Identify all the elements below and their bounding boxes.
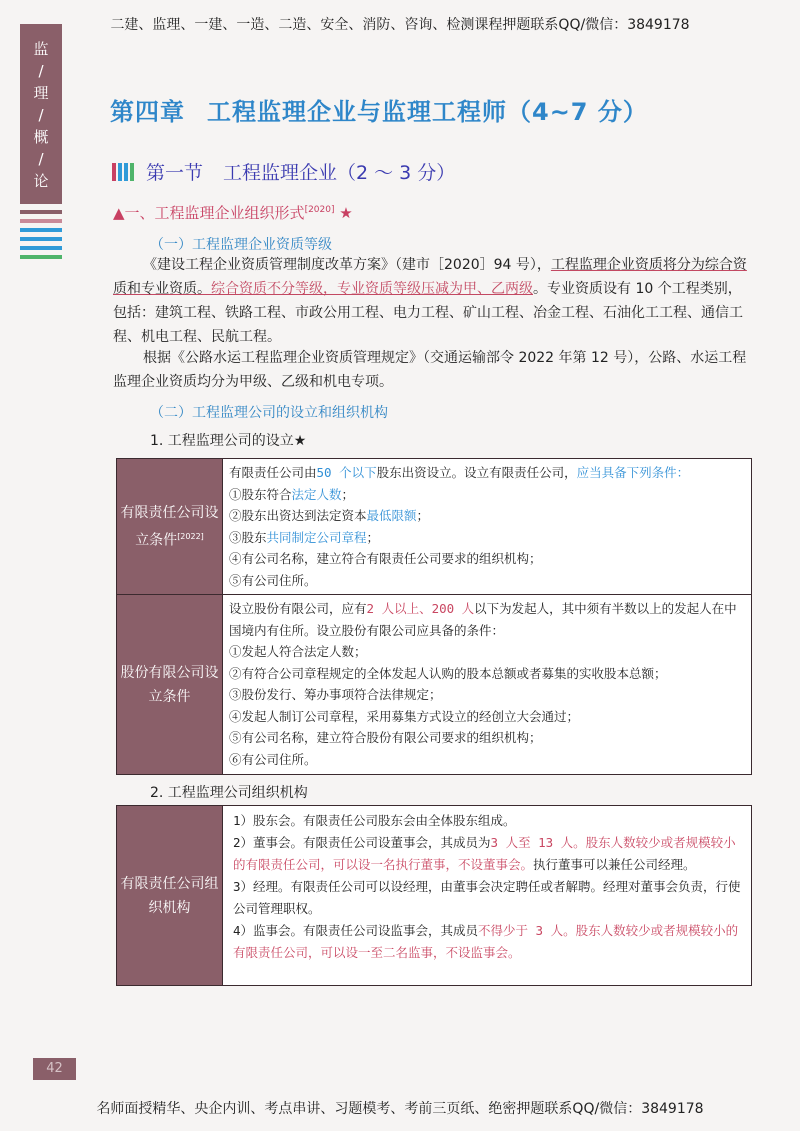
highlight-text: 综合资质不分等级，专业资质等级压减为甲、乙两级 — [211, 281, 533, 297]
side-tab-char: 理 — [33, 84, 49, 102]
jsc-item: ②有符合公司章程规定的全体发起人认购的股本总额或者募集的实收股本总额； — [229, 665, 667, 681]
top-banner: 二建、监理、一建、一造、二造、安全、消防、咨询、检测课程押题联系QQ/微信：3849178 — [110, 17, 690, 33]
heading-1-text: 工程监理企业组织形式 — [154, 204, 305, 222]
llc-item: ①股东符合法定人数； — [229, 486, 355, 502]
chapter-name: 工程监理企业与监理工程师（4~7 分） — [207, 98, 648, 126]
side-tab-char: 监 — [33, 40, 49, 58]
jsc-label-cell — [117, 595, 223, 775]
subheading-qualification: （一）工程监理企业资质等级 — [150, 237, 332, 253]
side-tab — [20, 24, 62, 204]
jsc-item: ①发起人符合法定人数； — [229, 644, 367, 659]
subheading-setup: （二）工程监理公司的设立和组织机构 — [150, 405, 388, 421]
subheading-establishment: 1. 工程监理公司的设立★ — [150, 433, 307, 449]
llc-intro: 有限责任公司由50 个以下股东出资设立。设立有限责任公司，应当具备下列条件： — [229, 465, 690, 480]
bottom-banner: 名师面授精华、央企内训、考点串讲、习题模考、考前三页纸、绝密押题联系QQ/微信：3849178 — [96, 1101, 704, 1117]
llc-item: ③股东共同制定公司章程； — [229, 529, 380, 545]
chapter-title — [110, 92, 648, 127]
org-line: 3）经理。有限责任公司可以设经理，由董事会决定聘任或者解聘。经理对董事会负责，行使公司管理职权。 — [233, 879, 741, 916]
jsc-item: ⑤有公司名称，建立符合股份有限公司要求的组织机构； — [229, 730, 542, 745]
side-tab-char: / — [38, 150, 44, 168]
jsc-item: ④发起人制订公司章程，采用募集方式设立的经创立大会通过； — [229, 708, 580, 724]
llc-item: ④有公司名称，建立符合有限责任公司要求的组织机构； — [229, 551, 542, 566]
llc-item: ⑤有公司住所。 — [229, 572, 317, 588]
heading-1 — [113, 202, 353, 223]
org-content-cell — [223, 806, 752, 986]
section-bars-icon — [112, 163, 134, 181]
establishment-table — [116, 458, 752, 775]
llc-item: ②股东出资达到法定资本最低限额； — [229, 508, 430, 523]
jsc-item: ③股份发行、筹办事项符合法律规定； — [229, 687, 442, 702]
jsc-intro: 设立股份有限公司，应有2 人以上、200 人以下为发起人，其中须有半数以上的发起人在中国境内有住所。设立股份有限公司应具备的条件： — [229, 601, 737, 638]
org-label: 有限责任公司组织机构 — [120, 875, 219, 916]
section-number: 第一节 — [146, 162, 204, 184]
triangle-marker: ▲一、 — [113, 204, 155, 222]
side-tab-char: 概 — [33, 128, 49, 146]
section-title — [112, 158, 455, 185]
org-line: 1）股东会。有限责任公司股东会由全体股东组成。 — [233, 813, 516, 828]
org-label-cell — [117, 806, 223, 986]
organization-table — [116, 805, 752, 986]
star-icon: ★ — [339, 204, 353, 222]
paragraph-highway: 根据《公路水运工程监理企业资质管理规定》（交通运输部令 2022 年第 12 号），公路、水运工程监理企业资质均分为甲级、乙级和机电专项。 — [113, 350, 747, 390]
para-text: 《建设工程企业资质管理制度改革方案》（建市［2020］94 号）， — [143, 257, 551, 273]
org-line: 4）监事会。有限责任公司设监事会，其成员不得少于 3 人。股东人数较少或者规模较小的有限责任公司，可以设一至二名监事，不设监事会。 — [233, 923, 739, 960]
jsc-label: 股份有限公司设立条件 — [120, 664, 219, 705]
section-name: 工程监理企业（2 ～ 3 分） — [223, 162, 456, 184]
para-text: 。专业资质设有 10 个工程类别，包括：建筑工程、铁路工程、市政公用工程、电力工程、矿山工程、冶金工程、石油化工工程、通信工程、机电工程、民航工程。 — [113, 281, 743, 345]
llc-content-cell — [223, 459, 752, 595]
side-tab-char: / — [38, 106, 44, 124]
page-number: 42 — [33, 1058, 76, 1080]
side-tab-char: 论 — [33, 172, 49, 190]
exam-year-tag: [2020] — [304, 205, 335, 215]
llc-label-cell — [117, 459, 223, 595]
side-tab-char: / — [38, 62, 44, 80]
underlined-text: 工程监理企业资质将分为综合资质和专业资质。 — [113, 257, 747, 297]
paragraph-qualification — [113, 253, 753, 349]
chapter-number: 第四章 — [110, 98, 185, 126]
subheading-organization: 2. 工程监理公司组织机构 — [150, 785, 308, 801]
jsc-item: ⑥有公司住所。 — [229, 751, 317, 767]
jsc-content-cell — [223, 595, 752, 775]
decorative-stripes — [20, 210, 62, 264]
llc-label: 有限责任公司设立条件 — [120, 504, 219, 549]
exam-year-tag: [2022] — [177, 531, 204, 541]
org-line: 2）董事会。有限责任公司设董事会，其成员为3 人至 13 人。股东人数较少或者规模较小的有限责任公司，可以设一名执行董事，不设董事会。执行董事可以兼任公司经理。 — [233, 835, 736, 872]
